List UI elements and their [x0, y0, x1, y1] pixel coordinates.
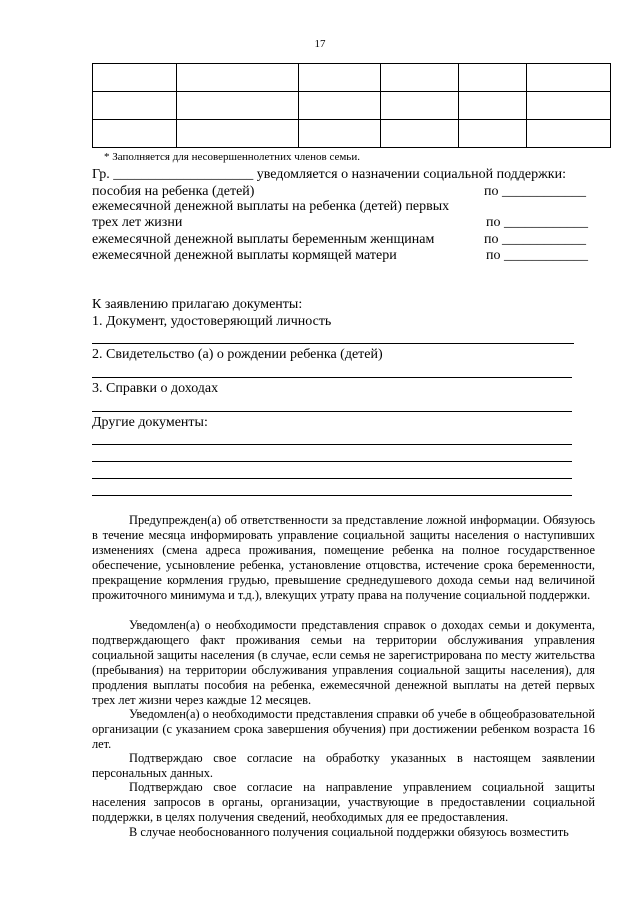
other-documents-line-4[interactable]	[92, 495, 572, 496]
benefit-blank[interactable]: ____________	[502, 232, 586, 247]
page-number: 17	[314, 38, 326, 50]
benefit-po: по	[484, 184, 499, 199]
document-item-3: 3. Справки о доходах	[92, 381, 219, 396]
table-row	[93, 64, 611, 92]
family-members-table	[92, 63, 611, 148]
document-line-2[interactable]	[92, 377, 572, 378]
benefit-label-3: трех лет жизни	[92, 215, 183, 230]
notice-name-blank[interactable]: ____________________	[113, 167, 254, 182]
notice-prefix: Гр.	[92, 167, 110, 182]
paragraph-refund: В случае необоснованного получения социальной поддержки обязуюсь возместить	[129, 825, 569, 839]
benefit-blank[interactable]: ____________	[502, 184, 586, 199]
paragraph-income-notice: Уведомлен(а) о необходимости представления справок о доходах семьи и документа, подтверждающего факт проживания семьи на территории обслуживания управления социальной защиты населения (в случае, если семья не зарегистрирована по месту жительства (пребывания) на территории обслуживания управления социальной защиты населения), для продления выплаты пособия на ребенка, ежемесячной денежной выплаты на детей первых трех лет жизни через каждые 12 месяцев.	[92, 618, 595, 707]
table-cell[interactable]	[527, 92, 611, 120]
table-cell[interactable]	[459, 64, 527, 92]
notice-line	[92, 167, 566, 183]
benefit-po: по	[486, 248, 501, 263]
table-cell[interactable]	[93, 92, 177, 120]
table-row	[93, 92, 611, 120]
paragraph-data-consent: Подтверждаю свое согласие на обработку указанных в настоящем заявлении персональных данных.	[92, 751, 595, 780]
document-line-1[interactable]	[92, 343, 574, 344]
notice-text: уведомляется о назначении социальной поддержки:	[256, 167, 566, 182]
paragraph-school-notice: Уведомлен(а) о необходимости представления справки об учебе в общеобразовательной организации (с указанием срока завершения обучения) при достижении ребенком возраста 16 лет.	[92, 707, 595, 751]
benefit-po: по	[486, 215, 501, 230]
table-cell[interactable]	[381, 120, 459, 148]
benefit-label-1: пособия на ребенка (детей)	[92, 184, 255, 199]
table-cell[interactable]	[527, 64, 611, 92]
table-cell[interactable]	[93, 64, 177, 92]
table-cell[interactable]	[299, 64, 381, 92]
table-cell[interactable]	[381, 92, 459, 120]
table-cell[interactable]	[93, 120, 177, 148]
document-line-3[interactable]	[92, 411, 572, 412]
table-cell[interactable]	[177, 64, 299, 92]
benefit-po: по	[484, 232, 499, 247]
footnote: * Заполняется для несовершеннолетних членов семьи.	[104, 151, 360, 163]
document-item-2: 2. Свидетельство (а) о рождении ребенка (детей)	[92, 347, 383, 362]
table-cell[interactable]	[459, 120, 527, 148]
table-cell[interactable]	[177, 92, 299, 120]
other-documents-line-2[interactable]	[92, 461, 572, 462]
other-documents-label: Другие документы:	[92, 415, 208, 430]
benefit-label-2: ежемесячной денежной выплаты на ребенка (детей) первых	[92, 199, 450, 214]
table-row	[93, 120, 611, 148]
other-documents-line-3[interactable]	[92, 478, 572, 479]
table-cell[interactable]	[299, 92, 381, 120]
benefit-blank[interactable]: ____________	[504, 248, 588, 263]
benefit-label-5: ежемесячной денежной выплаты кормящей матери	[92, 248, 397, 263]
benefit-period-5[interactable]	[486, 248, 588, 264]
paragraph-responsibility: Предупрежден(а) об ответственности за представление ложной информации. Обязуюсь в течение месяца информировать управление социальной защиты населения о наступивших изменениях (смена адреса проживания, помещение ребенка на полное государственное обеспечение, усыновление ребенка, установление отцовства, истечение срока беременности, прекращение кормления грудью, превышение среднедушевого дохода семьи над величиной прожиточного минимума и т.д.), влекущих утрату права на получение социальной поддержки.	[92, 513, 595, 602]
paragraph-request-consent: Подтверждаю свое согласие на направление управлением социальной защиты населения запросов в органы, организации, участвующие в предоставлении социальной поддержки, в целях получения сведений, необходимых для ее предоставления.	[92, 780, 595, 824]
table-cell[interactable]	[299, 120, 381, 148]
benefit-label-4: ежемесячной денежной выплаты беременным женщинам	[92, 232, 435, 247]
benefit-period-4[interactable]	[484, 232, 586, 248]
document-item-1: 1. Документ, удостоверяющий личность	[92, 314, 332, 329]
benefit-period-1[interactable]	[484, 184, 586, 200]
other-documents-line-1[interactable]	[92, 444, 572, 445]
benefit-blank[interactable]: ____________	[504, 215, 588, 230]
documents-heading: К заявлению прилагаю документы:	[92, 297, 303, 312]
table-cell[interactable]	[459, 92, 527, 120]
table-cell[interactable]	[177, 120, 299, 148]
table-cell[interactable]	[527, 120, 611, 148]
table-cell[interactable]	[381, 64, 459, 92]
benefit-period-3[interactable]	[486, 215, 588, 231]
